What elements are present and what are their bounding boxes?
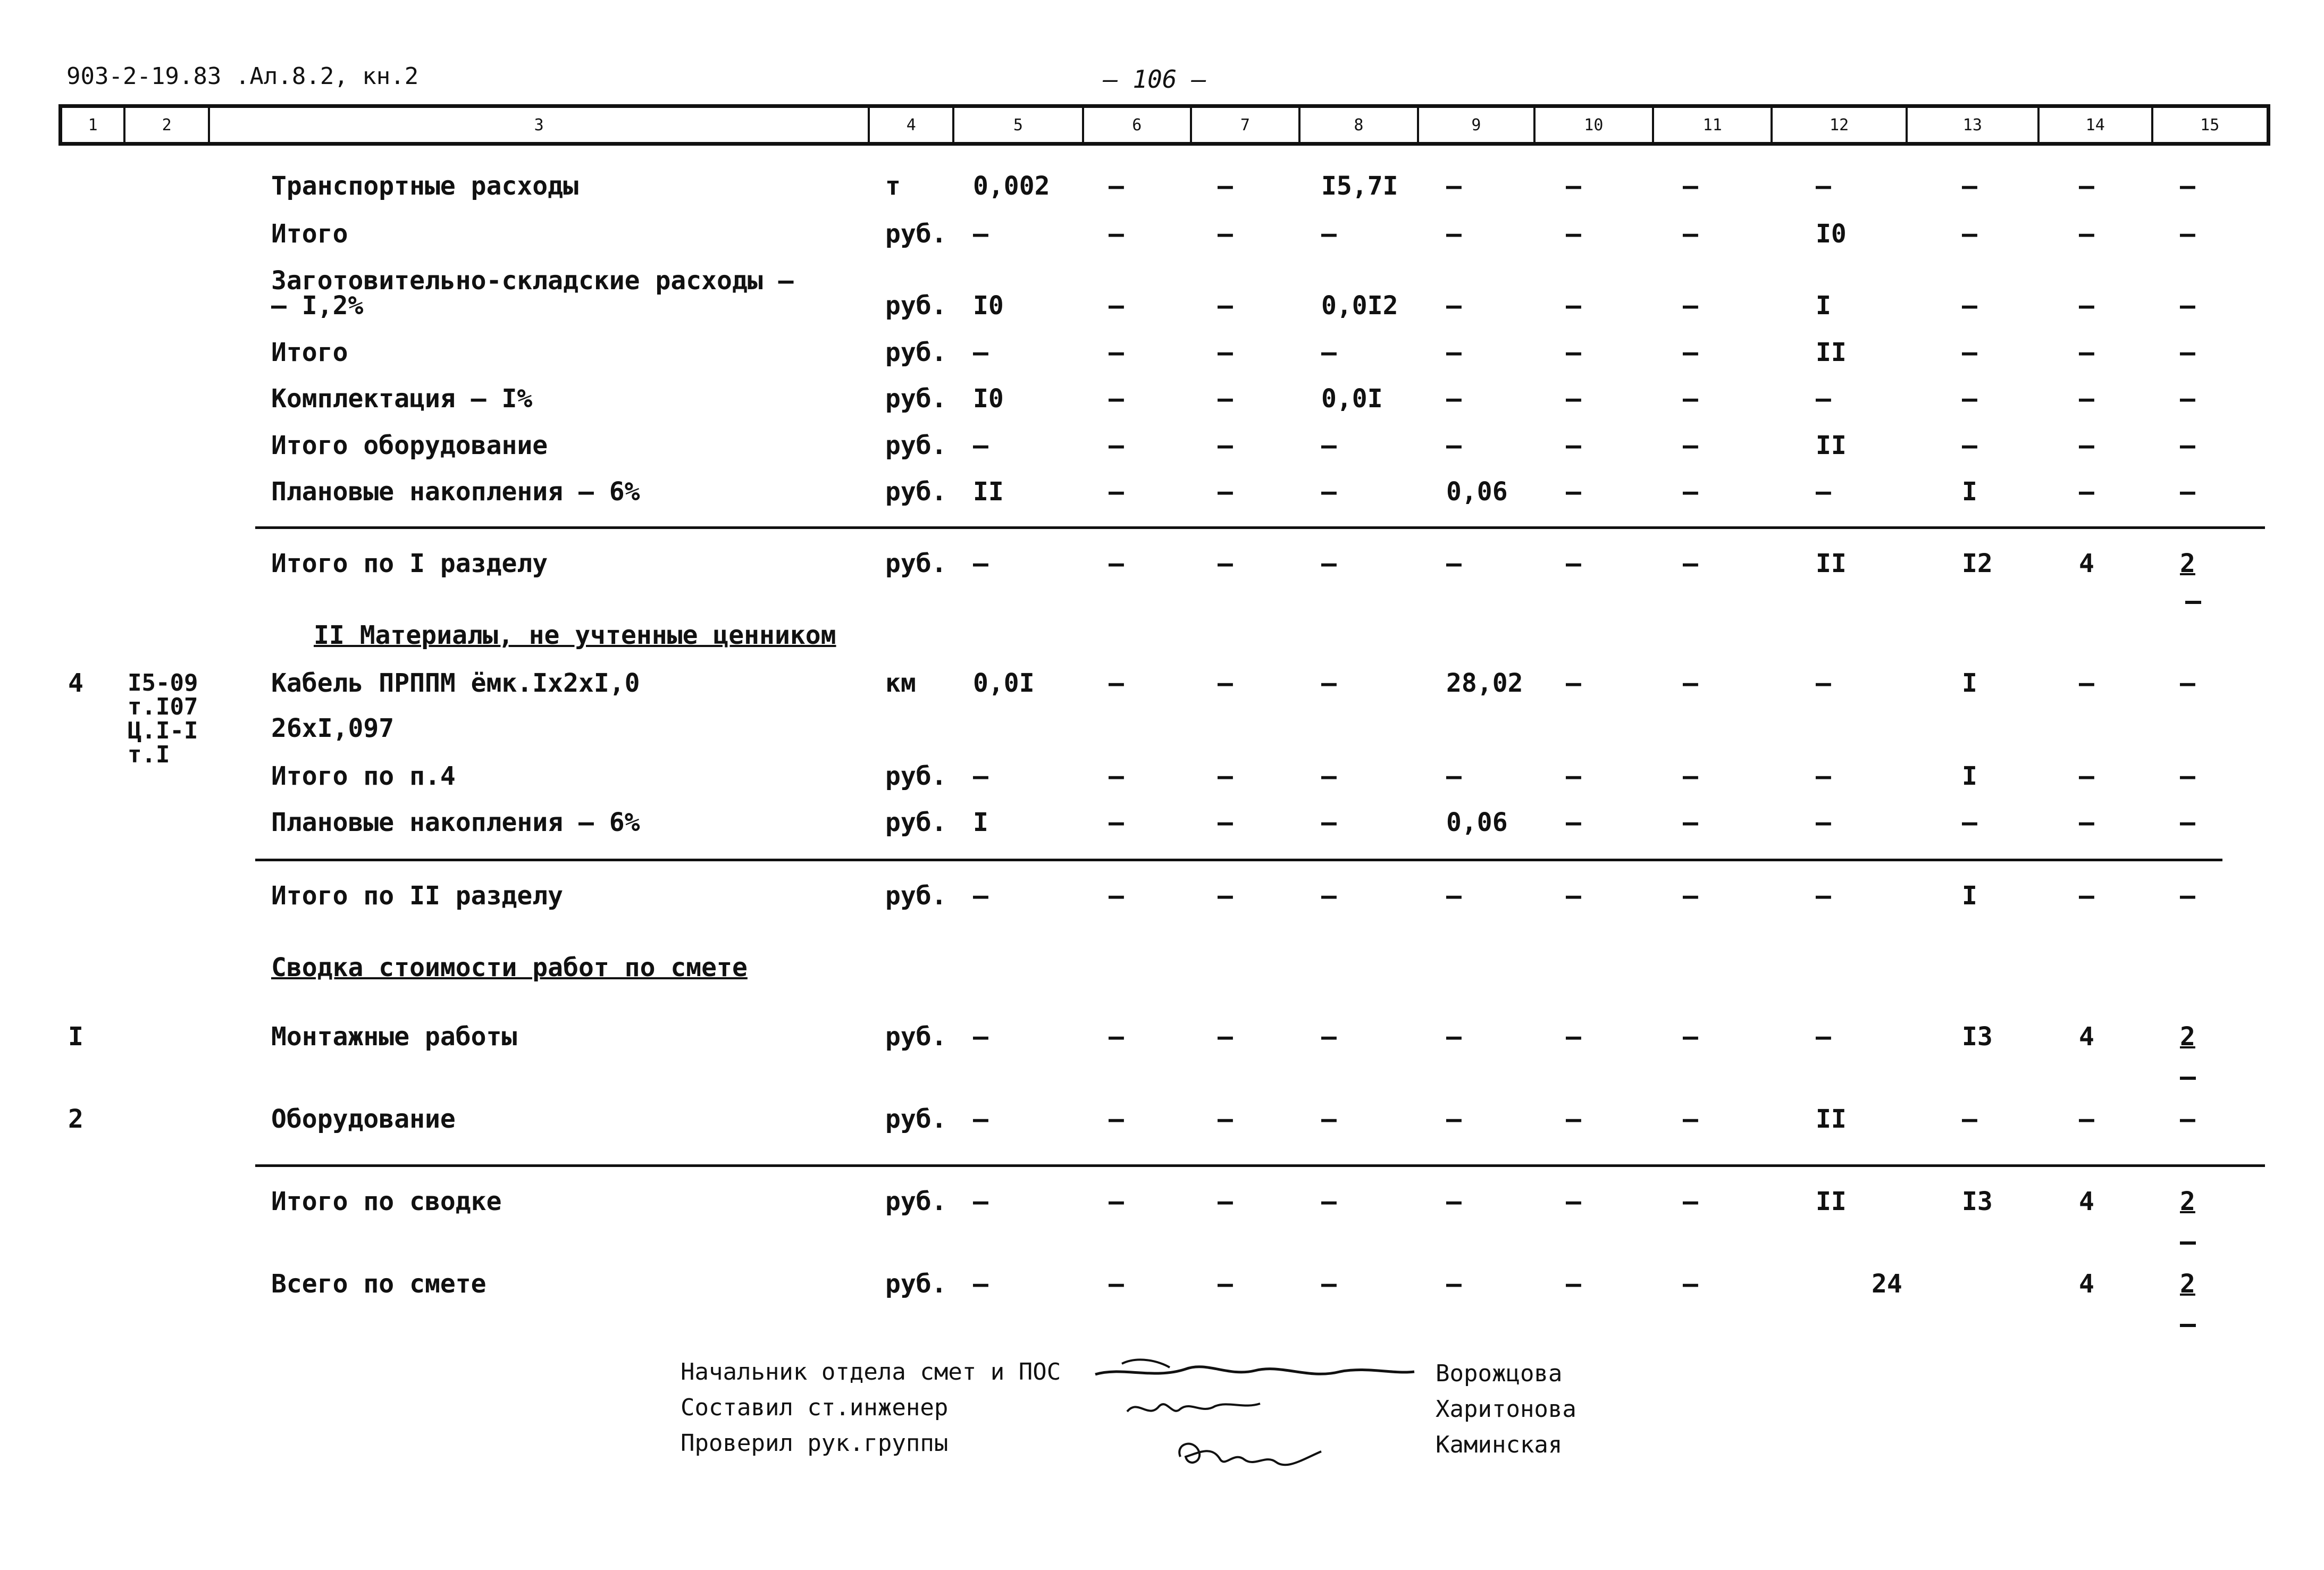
cell-col15: – xyxy=(2180,1104,2195,1134)
table-row xyxy=(0,545,2324,582)
cell-col5: 0,002 xyxy=(973,171,1050,201)
cell-col5: I xyxy=(973,808,988,837)
cell-col15: – xyxy=(2180,808,2195,837)
cell-name: 26хI,097 xyxy=(271,713,395,743)
cell-col14: – xyxy=(2079,384,2094,414)
cell-col11: – xyxy=(1683,668,1698,698)
cell-col14: – xyxy=(2079,219,2094,249)
cell-col8: 0,0I xyxy=(1321,384,1383,414)
cell-col5: II xyxy=(973,477,1004,507)
cell-unit: руб. xyxy=(885,431,947,460)
cell-col9: 0,06 xyxy=(1446,477,1508,507)
cell-col10: – xyxy=(1566,477,1581,507)
col-header-14: 14 xyxy=(2040,108,2153,142)
cell-col15: – xyxy=(2180,338,2195,367)
cell-col7: – xyxy=(1218,1269,1233,1299)
cell-col14: – xyxy=(2079,171,2094,201)
column-header-row xyxy=(58,104,2270,146)
section-divider xyxy=(255,526,2265,529)
cell-col11: – xyxy=(1683,219,1698,249)
table-row xyxy=(0,215,2324,253)
cell-col12: – xyxy=(1816,881,1831,911)
cell-col5: – xyxy=(973,338,988,367)
table-row xyxy=(0,1183,2324,1220)
cell-col5: – xyxy=(973,549,988,578)
cell-col15: – xyxy=(2180,384,2195,414)
cell-col9: – xyxy=(1446,338,1462,367)
cell-col12: II xyxy=(1816,549,1847,578)
cell-unit: руб. xyxy=(885,1104,947,1134)
cell-unit: руб. xyxy=(885,1187,947,1216)
cell-name: Заготовительно-складские расходы – xyxy=(271,266,794,296)
cell-num: 4 xyxy=(68,668,83,698)
cell-col15: – xyxy=(2180,761,2195,791)
cell-name: Кабель ПРППМ ёмк.Iх2хI,0 xyxy=(271,668,640,698)
signatory-role: Начальник отдела смет и ПОС xyxy=(681,1358,1061,1386)
cell-col14: – xyxy=(2079,668,2094,698)
page-number: — 106 — xyxy=(1103,65,1206,94)
col-header-6: 6 xyxy=(1084,108,1193,142)
cell-col9: – xyxy=(1446,1104,1462,1134)
section-divider xyxy=(255,1164,2265,1167)
cell-col13: – xyxy=(1962,171,1977,201)
cell-col9: – xyxy=(1446,291,1462,321)
cell-col9: – xyxy=(1446,1187,1462,1216)
cell-col7: – xyxy=(1218,219,1233,249)
cell-col8: – xyxy=(1321,668,1337,698)
cell-col9: 28,02 xyxy=(1446,668,1523,698)
cell-col10: – xyxy=(1566,668,1581,698)
cell-unit: км xyxy=(885,668,916,698)
cell-col11: – xyxy=(1683,338,1698,367)
cell-col6: – xyxy=(1109,219,1124,249)
cell-col15: – xyxy=(2180,171,2195,201)
cell-col10: – xyxy=(1566,1269,1581,1299)
cell-col15: 2 xyxy=(2180,1022,2195,1052)
cell-unit: руб. xyxy=(885,549,947,578)
cell-col7: – xyxy=(1218,1187,1233,1216)
cell-col6: – xyxy=(1109,549,1124,578)
cell-col11: – xyxy=(1683,761,1698,791)
section-title: II Материалы, не учтенные ценником xyxy=(314,620,836,650)
cell-col6: – xyxy=(1109,1022,1124,1052)
col-header-4: 4 xyxy=(870,108,954,142)
signatory-name: Ворожцова xyxy=(1436,1360,1563,1387)
table-row xyxy=(0,877,2324,914)
cell-name: Плановые накопления – 6% xyxy=(271,808,640,837)
cell-col11: – xyxy=(1683,1269,1698,1299)
table-row xyxy=(0,334,2324,371)
cell-col13: I3 xyxy=(1962,1187,1993,1216)
cell-col13: 24 xyxy=(1872,1269,1902,1299)
cell-unit: руб. xyxy=(885,384,947,414)
cell-col8: – xyxy=(1321,219,1337,249)
cell-col9: – xyxy=(1446,431,1462,460)
table-row xyxy=(0,693,2324,747)
cell-col15: – xyxy=(2180,881,2195,911)
cell-num: 2 xyxy=(68,1104,83,1134)
cell-unit: руб. xyxy=(885,291,947,321)
cell-unit: руб. xyxy=(885,808,947,837)
cell-col12: II xyxy=(1816,1104,1847,1134)
cell-unit: руб. xyxy=(885,881,947,911)
cell-col5: – xyxy=(973,761,988,791)
table-row xyxy=(0,167,2324,205)
cell-col13: – xyxy=(1962,431,1977,460)
cell-col15: 2 xyxy=(2180,1269,2195,1299)
cell-col11: – xyxy=(1683,881,1698,911)
cell-col5: – xyxy=(973,881,988,911)
cell-name: Итого xyxy=(271,219,348,249)
section-heading xyxy=(0,949,2324,986)
cell-col9: – xyxy=(1446,761,1462,791)
cell-name: Итого по сводке xyxy=(271,1187,502,1216)
cell-col7: – xyxy=(1218,1022,1233,1052)
cell-col13: – xyxy=(1962,219,1977,249)
cell-col12: – xyxy=(1816,808,1831,837)
cell-col13: I xyxy=(1962,881,1977,911)
cell-col6: – xyxy=(1109,171,1124,201)
cell-col11: – xyxy=(1683,549,1698,578)
cell-col14: 4 xyxy=(2079,549,2094,578)
cell-col6: – xyxy=(1109,668,1124,698)
cell-col15: 2 xyxy=(2180,549,2195,578)
cell-col8: 0,0I2 xyxy=(1321,291,1398,321)
cell-col12: I0 xyxy=(1816,219,1847,249)
cell-col6: – xyxy=(1109,808,1124,837)
cell-col11: – xyxy=(1683,384,1698,414)
cell-col13: I xyxy=(1962,477,1977,507)
cell-col10: – xyxy=(1566,549,1581,578)
cell-unit: т xyxy=(885,171,901,201)
table-row xyxy=(0,1018,2324,1055)
cell-col13: – xyxy=(1962,1104,1977,1134)
cell-num: I xyxy=(68,1022,83,1052)
document-reference: 903-2-19.83 .Ал.8.2, кн.2 xyxy=(66,63,419,90)
cell-unit: руб. xyxy=(885,1269,947,1299)
col-header-3: 3 xyxy=(210,108,870,142)
cell-col14: – xyxy=(2079,431,2094,460)
cell-col13: I2 xyxy=(1962,549,1993,578)
cell-col10: – xyxy=(1566,1187,1581,1216)
fraction-dash xyxy=(2180,1324,2196,1327)
cell-col6: – xyxy=(1109,761,1124,791)
cell-name: Итого по I разделу xyxy=(271,549,548,578)
cell-col11: – xyxy=(1683,1104,1698,1134)
cell-col5: – xyxy=(973,1104,988,1134)
handwritten-signature xyxy=(1090,1350,1420,1393)
col-header-5: 5 xyxy=(954,108,1084,142)
cell-ref: т.I xyxy=(128,741,170,768)
cell-col8: – xyxy=(1321,477,1337,507)
cell-col12: – xyxy=(1816,668,1831,698)
cell-name: Оборудование xyxy=(271,1104,456,1134)
cell-unit: руб. xyxy=(885,338,947,367)
section-divider xyxy=(255,859,2222,861)
cell-col15: – xyxy=(2180,219,2195,249)
cell-col7: – xyxy=(1218,668,1233,698)
cell-col14: – xyxy=(2079,761,2094,791)
cell-col15: – xyxy=(2180,291,2195,321)
cell-col5: – xyxy=(973,1187,988,1216)
cell-col7: – xyxy=(1218,291,1233,321)
cell-col8: – xyxy=(1321,1022,1337,1052)
col-header-15: 15 xyxy=(2200,115,2220,135)
cell-col14: 4 xyxy=(2079,1022,2094,1052)
table-row xyxy=(0,1101,2324,1138)
cell-col9: 0,06 xyxy=(1446,808,1508,837)
col-header-11: 11 xyxy=(1654,108,1773,142)
cell-col5: – xyxy=(973,219,988,249)
table-row xyxy=(0,473,2324,510)
cell-col6: – xyxy=(1109,431,1124,460)
cell-col9: – xyxy=(1446,171,1462,201)
cell-unit: руб. xyxy=(885,761,947,791)
cell-col14: – xyxy=(2079,477,2094,507)
cell-col8: – xyxy=(1321,338,1337,367)
cell-col12: I xyxy=(1816,291,1831,321)
cell-ref: I5-09 xyxy=(128,669,198,696)
cell-col5: 0,0I xyxy=(973,668,1035,698)
cell-col7: – xyxy=(1218,1104,1233,1134)
cell-col13: – xyxy=(1962,808,1977,837)
cell-col10: – xyxy=(1566,291,1581,321)
cell-col10: – xyxy=(1566,219,1581,249)
cell-col7: – xyxy=(1218,761,1233,791)
cell-name: Итого по п.4 xyxy=(271,761,456,791)
cell-col14: – xyxy=(2079,1104,2094,1134)
cell-col9: – xyxy=(1446,881,1462,911)
cell-col15: 2 xyxy=(2180,1187,2195,1216)
cell-col6: – xyxy=(1109,881,1124,911)
cell-name: Итого оборудование xyxy=(271,431,548,460)
cell-col10: – xyxy=(1566,384,1581,414)
cell-col13: I3 xyxy=(1962,1022,1993,1052)
handwritten-signature xyxy=(1122,1390,1271,1428)
cell-col8: – xyxy=(1321,761,1337,791)
cell-col13: – xyxy=(1962,384,1977,414)
handwritten-signature xyxy=(1170,1430,1329,1478)
cell-col9: – xyxy=(1446,549,1462,578)
cell-col14: 4 xyxy=(2079,1187,2094,1216)
cell-col11: – xyxy=(1683,808,1698,837)
cell-col7: – xyxy=(1218,808,1233,837)
section-heading xyxy=(0,617,2324,654)
cell-col8: – xyxy=(1321,881,1337,911)
cell-unit: руб. xyxy=(885,477,947,507)
cell-col5: – xyxy=(973,1022,988,1052)
col-header-9: 9 xyxy=(1419,108,1535,142)
cell-unit: руб. xyxy=(885,1022,947,1052)
cell-ref: Ц.I-I xyxy=(128,717,198,744)
signatory-name: Харитонова xyxy=(1436,1396,1576,1423)
cell-name: Всего по смете xyxy=(271,1269,486,1299)
cell-col13: I xyxy=(1962,668,1977,698)
cell-col12: – xyxy=(1816,761,1831,791)
cell-col9: – xyxy=(1446,384,1462,414)
cell-col7: – xyxy=(1218,881,1233,911)
col-header-13: 13 xyxy=(1908,108,2040,142)
cell-col10: – xyxy=(1566,761,1581,791)
cell-col11: – xyxy=(1683,291,1698,321)
cell-col12: – xyxy=(1816,1022,1831,1052)
table-row xyxy=(0,380,2324,417)
col-header-10: 10 xyxy=(1536,108,1654,142)
cell-col14: – xyxy=(2079,338,2094,367)
cell-col7: – xyxy=(1218,384,1233,414)
cell-name: Монтажные работы xyxy=(271,1022,517,1052)
table-row xyxy=(0,287,2324,324)
cell-col15: – xyxy=(2180,431,2195,460)
fraction-dash xyxy=(2180,1077,2196,1080)
cell-name-cont: – I,2% xyxy=(271,291,364,321)
cell-col9: – xyxy=(1446,1022,1462,1052)
cell-col5: I0 xyxy=(973,291,1004,321)
cell-col12: II xyxy=(1816,1187,1847,1216)
col-header-12: 12 xyxy=(1773,108,1907,142)
fraction-dash xyxy=(2185,601,2201,604)
cell-col6: – xyxy=(1109,384,1124,414)
cell-col11: – xyxy=(1683,431,1698,460)
cell-col6: – xyxy=(1109,1269,1124,1299)
cell-name: Итого xyxy=(271,338,348,367)
cell-col11: – xyxy=(1683,1187,1698,1216)
cell-col14: – xyxy=(2079,291,2094,321)
cell-unit: руб. xyxy=(885,219,947,249)
cell-col8: – xyxy=(1321,808,1337,837)
cell-col13: – xyxy=(1962,291,1977,321)
cell-name: Комплектация – I% xyxy=(271,384,533,414)
cell-col7: – xyxy=(1218,338,1233,367)
cell-col7: – xyxy=(1218,549,1233,578)
cell-col8: – xyxy=(1321,549,1337,578)
cell-col7: – xyxy=(1218,477,1233,507)
cell-col6: – xyxy=(1109,291,1124,321)
table-row xyxy=(0,1265,2324,1303)
cell-col11: – xyxy=(1683,171,1698,201)
cell-col7: – xyxy=(1218,171,1233,201)
cell-col9: – xyxy=(1446,219,1462,249)
cell-ref: т.I07 xyxy=(128,693,198,720)
cell-col6: – xyxy=(1109,338,1124,367)
table-row xyxy=(0,427,2324,464)
cell-col12: II xyxy=(1816,338,1847,367)
cell-col9: – xyxy=(1446,1269,1462,1299)
cell-col8: I5,7I xyxy=(1321,171,1398,201)
cell-col6: – xyxy=(1109,1104,1124,1134)
cell-name: Транспортные расходы xyxy=(271,171,578,201)
cell-col8: – xyxy=(1321,431,1337,460)
cell-col12: – xyxy=(1816,171,1831,201)
cell-col14: 4 xyxy=(2079,1269,2094,1299)
cell-col10: – xyxy=(1566,1022,1581,1052)
cell-name: Плановые накопления – 6% xyxy=(271,477,640,507)
cell-col8: – xyxy=(1321,1187,1337,1216)
cell-col8: – xyxy=(1321,1104,1337,1134)
cell-col5: – xyxy=(973,431,988,460)
cell-col7: – xyxy=(1218,431,1233,460)
cell-col6: – xyxy=(1109,1187,1124,1216)
col-header-2: 2 xyxy=(125,108,210,142)
cell-col14: – xyxy=(2079,808,2094,837)
cell-col5: – xyxy=(973,1269,988,1299)
cell-col12: – xyxy=(1816,384,1831,414)
cell-col13: – xyxy=(1962,338,1977,367)
cell-col15: – xyxy=(2180,477,2195,507)
cell-col10: – xyxy=(1566,171,1581,201)
cell-col14: – xyxy=(2079,881,2094,911)
cell-col10: – xyxy=(1566,808,1581,837)
table-row xyxy=(0,665,2324,702)
signatory-role: Проверил рук.группы xyxy=(681,1430,949,1457)
signatory-name: Каминская xyxy=(1436,1431,1563,1458)
col-header-8: 8 xyxy=(1301,108,1419,142)
cell-name: Итого по II разделу xyxy=(271,881,564,911)
cell-col6: – xyxy=(1109,477,1124,507)
cell-col10: – xyxy=(1566,338,1581,367)
cell-col15: – xyxy=(2180,668,2195,698)
cell-col10: – xyxy=(1566,431,1581,460)
cell-col8: – xyxy=(1321,1269,1337,1299)
col-header-1: 1 xyxy=(62,108,125,142)
col-header-7: 7 xyxy=(1192,108,1301,142)
cell-col11: – xyxy=(1683,477,1698,507)
signatory-role: Составил ст.инженер xyxy=(681,1394,949,1421)
cell-col10: – xyxy=(1566,1104,1581,1134)
cell-col5: I0 xyxy=(973,384,1004,414)
fraction-dash xyxy=(2180,1241,2196,1245)
cell-col10: – xyxy=(1566,881,1581,911)
cell-col11: – xyxy=(1683,1022,1698,1052)
cell-col12: II xyxy=(1816,431,1847,460)
cell-col13: I xyxy=(1962,761,1977,791)
section-title: Сводка стоимости работ по смете xyxy=(271,953,748,983)
cell-col12: – xyxy=(1816,477,1831,507)
